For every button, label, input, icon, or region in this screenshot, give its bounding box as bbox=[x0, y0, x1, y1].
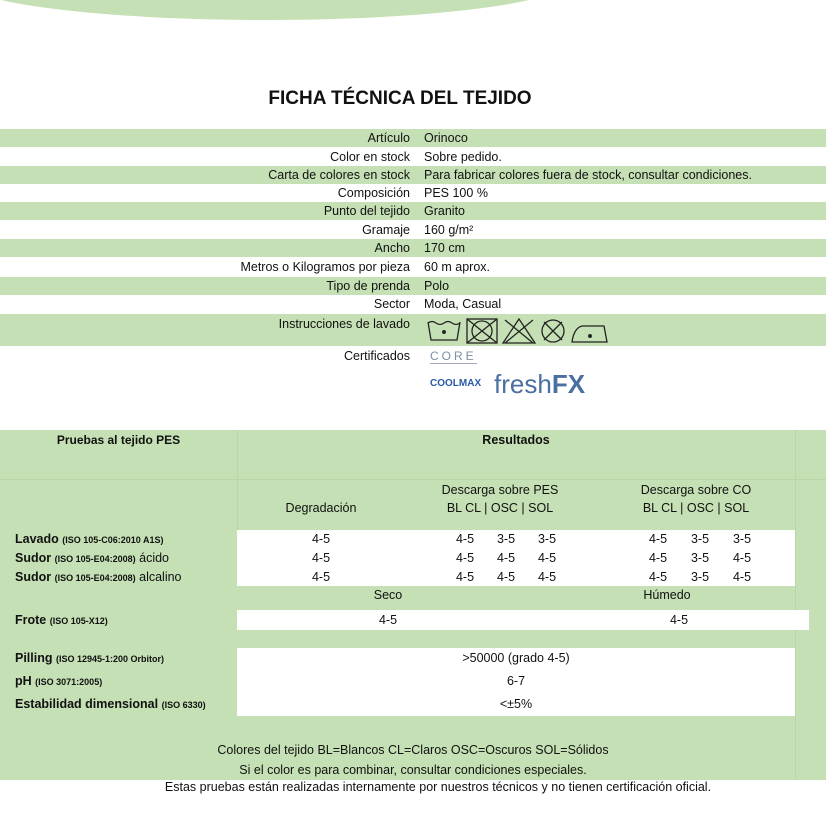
pes-value: 3-5 bbox=[537, 532, 557, 546]
spec-label: Punto del tejido bbox=[323, 204, 410, 218]
test-std: (ISO 6330) bbox=[161, 700, 206, 710]
pes-value: 4-5 bbox=[455, 570, 475, 584]
test-name: Frote bbox=[15, 613, 47, 627]
pes-value: 4-5 bbox=[537, 551, 557, 565]
ph-value: 6-7 bbox=[506, 674, 526, 688]
degradacion-value: 4-5 bbox=[311, 570, 331, 584]
test-suffix: ácido bbox=[139, 551, 170, 565]
spec-value: Polo bbox=[424, 279, 450, 293]
test-std: (ISO 105-X12) bbox=[49, 616, 108, 626]
cert-label: Certificados bbox=[344, 349, 410, 363]
test-std: (ISO 105-C06:2010 A1S) bbox=[62, 535, 164, 545]
test-std: (ISO 12945-1:200 Orbitor) bbox=[55, 654, 165, 664]
page-title: FICHA TÉCNICA DEL TEJIDO bbox=[268, 88, 532, 109]
divider bbox=[795, 430, 796, 786]
test-name: Sudor bbox=[15, 570, 52, 584]
co-value: 4-5 bbox=[648, 532, 668, 546]
spec-label: Metros o Kilogramos por pieza bbox=[240, 260, 410, 274]
spec-label: Artículo bbox=[367, 131, 410, 145]
pilling-value: >50000 (grado 4-5) bbox=[462, 651, 570, 665]
wash-30-icon bbox=[428, 322, 460, 341]
pilling-label bbox=[15, 651, 164, 665]
spec-label: Carta de colores en stock bbox=[268, 168, 410, 182]
co-value: 3-5 bbox=[690, 570, 710, 584]
test-label bbox=[15, 551, 169, 565]
spec-label: Ancho bbox=[374, 241, 410, 255]
pes-value: 4-5 bbox=[455, 551, 475, 565]
test-label bbox=[15, 532, 163, 546]
pes-value: 4-5 bbox=[496, 551, 516, 565]
core-logo: CORE bbox=[430, 349, 477, 363]
spec-value: Para fabricar colores fuera de stock, consultar condiciones. bbox=[424, 168, 752, 182]
note-colors: Colores del tejido BL=Blancos CL=Claros OSC=Oscuros SOL=Sólidos bbox=[217, 743, 609, 757]
frote-label bbox=[15, 613, 108, 627]
co-value: 4-5 bbox=[648, 570, 668, 584]
wash-label: Instrucciones de lavado bbox=[278, 317, 410, 331]
no-bleach-box-icon bbox=[467, 319, 497, 343]
no-dryclean-icon bbox=[542, 320, 564, 342]
co-value: 4-5 bbox=[732, 551, 752, 565]
spec-value: 160 g/m² bbox=[424, 223, 474, 237]
test-suffix: alcalino bbox=[139, 570, 182, 584]
header-descarga-co: Descarga sobre CO bbox=[640, 483, 752, 497]
degradacion-value: 4-5 bbox=[311, 532, 331, 546]
header-degradacion: Degradación bbox=[285, 501, 357, 515]
co-value: 3-5 bbox=[732, 532, 752, 546]
spec-value: Moda, Casual bbox=[424, 297, 502, 311]
spec-label: Tipo de prenda bbox=[326, 279, 410, 293]
header-results: Resultados bbox=[482, 433, 550, 447]
test-name: Sudor bbox=[15, 551, 52, 565]
no-bleach-icon bbox=[503, 319, 535, 343]
test-std: (ISO 3071:2005) bbox=[35, 677, 103, 687]
co-value: 3-5 bbox=[690, 551, 710, 565]
freshfx-fx: FX bbox=[551, 369, 586, 399]
pes-value: 4-5 bbox=[496, 570, 516, 584]
header-seco: Seco bbox=[373, 588, 403, 602]
header-sub-pes: BL CL | OSC | SOL bbox=[446, 501, 554, 515]
co-value: 4-5 bbox=[648, 551, 668, 565]
frote-humedo: 4-5 bbox=[669, 613, 689, 627]
freshfx-logo bbox=[494, 369, 585, 400]
ph-label bbox=[15, 674, 102, 688]
spec-label: Sector bbox=[373, 297, 410, 311]
coolmax-logo: COOLMAX bbox=[430, 378, 482, 389]
test-std: (ISO 105-E04:2008) bbox=[54, 554, 136, 564]
estab-value: <±5% bbox=[499, 697, 533, 711]
spec-value: PES 100 % bbox=[424, 186, 488, 200]
spec-label: Color en stock bbox=[330, 150, 410, 164]
header-tests: Pruebas al tejido PES bbox=[56, 433, 181, 447]
freshfx-text: fresh bbox=[494, 369, 552, 399]
test-std: (ISO 105-E04:2008) bbox=[54, 573, 136, 583]
test-label bbox=[15, 570, 182, 584]
test-name: Lavado bbox=[15, 532, 59, 546]
iron-low-icon bbox=[572, 326, 607, 342]
pes-value: 3-5 bbox=[496, 532, 516, 546]
test-name: Pilling bbox=[15, 651, 53, 665]
spec-label: Composición bbox=[337, 186, 410, 200]
spec-value: Orinoco bbox=[424, 131, 468, 145]
header-descarga-pes: Descarga sobre PES bbox=[441, 483, 559, 497]
pes-value: 4-5 bbox=[537, 570, 557, 584]
spec-label: Gramaje bbox=[362, 223, 410, 237]
spec-value: 60 m aprox. bbox=[424, 260, 491, 274]
header-humedo: Húmedo bbox=[643, 588, 691, 602]
divider bbox=[0, 479, 826, 480]
test-name: pH bbox=[15, 674, 32, 688]
spec-value: 170 cm bbox=[424, 241, 465, 255]
spec-value: Sobre pedido. bbox=[424, 150, 502, 164]
wash-care-icons bbox=[427, 316, 612, 344]
note-combine: Si el color es para combinar, consultar condiciones especiales. bbox=[239, 763, 587, 777]
co-value: 4-5 bbox=[732, 570, 752, 584]
decorative-arc bbox=[0, 0, 570, 20]
test-name: Estabilidad dimensional bbox=[15, 697, 159, 711]
degradacion-value: 4-5 bbox=[311, 551, 331, 565]
co-value: 3-5 bbox=[690, 532, 710, 546]
header-sub-co: BL CL | OSC | SOL bbox=[642, 501, 750, 515]
spec-value: Granito bbox=[424, 204, 465, 218]
pes-value: 4-5 bbox=[455, 532, 475, 546]
frote-seco: 4-5 bbox=[378, 613, 398, 627]
note-internal: Estas pruebas están realizadas internamente por nuestros técnicos y no tienen certificación oficial. bbox=[164, 780, 712, 794]
estab-label bbox=[15, 697, 206, 711]
